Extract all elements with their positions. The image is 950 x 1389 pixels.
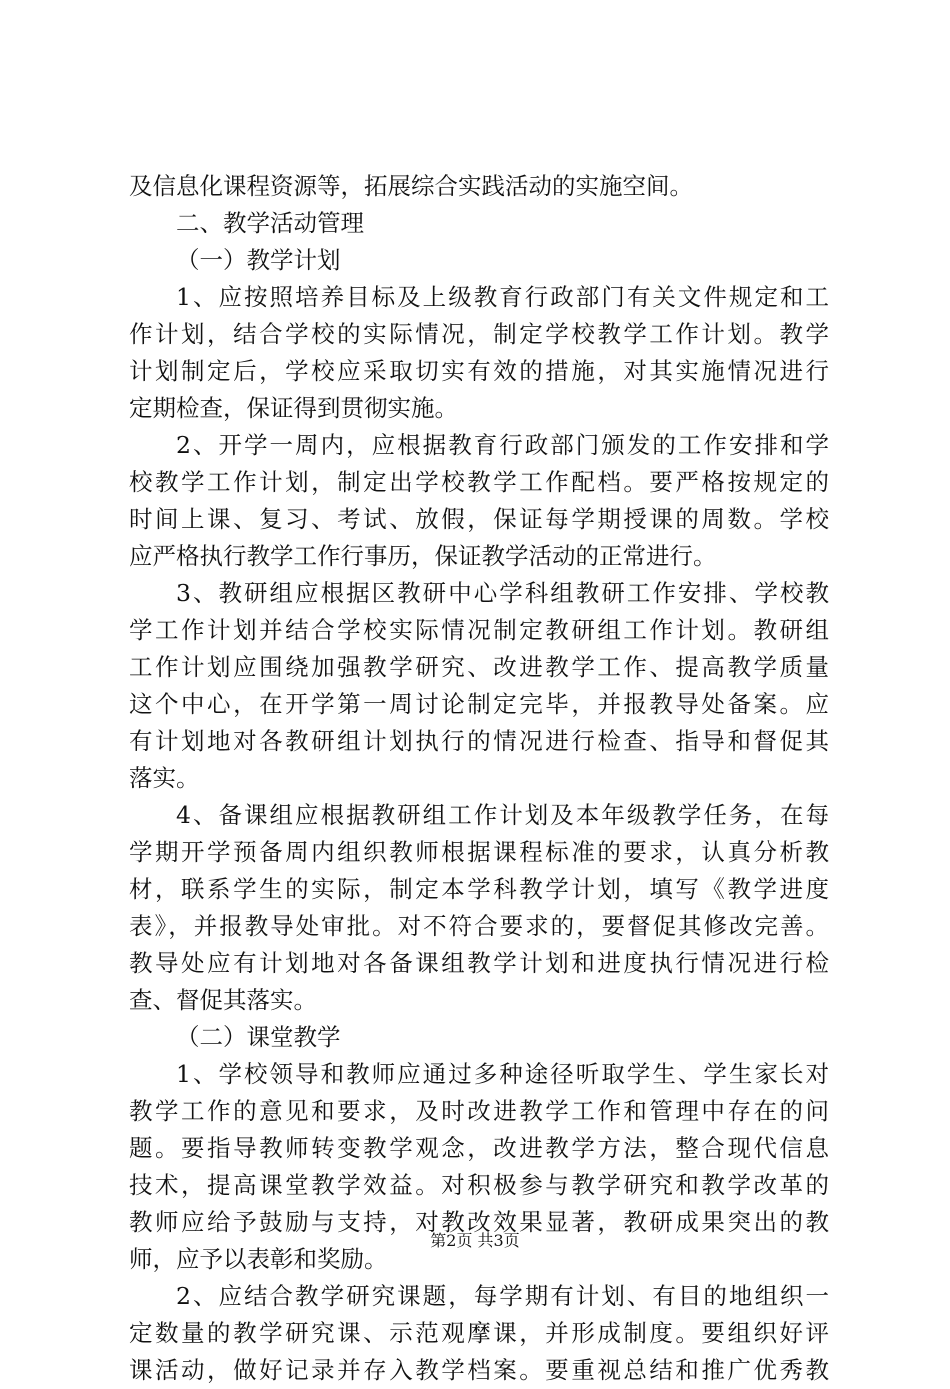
text-line: 时间上课、复习、考试、放假，保证每学期授课的周数。学校: [129, 505, 829, 533]
text-line: 作计划，结合学校的实际情况，制定学校教学工作计划。教学: [129, 320, 829, 348]
text-line: 教师应给予鼓励与支持，对教改效果显著，教研成果突出的教: [129, 1208, 829, 1236]
text-line: 工作计划应围绕加强教学研究、改进教学工作、提高教学质量: [129, 653, 829, 681]
text-line: 2、开学一周内，应根据教育行政部门颁发的工作安排和学: [176, 431, 829, 459]
text-line: 定期检查，保证得到贯彻实施。: [129, 394, 458, 422]
page-footer: [0, 1231, 950, 1251]
text-line: 校教学工作计划，制定出学校教学工作配档。要严格按规定的: [129, 468, 829, 496]
text-line: （二）课堂教学: [176, 1023, 341, 1051]
text-line: 这个中心，在开学第一周讨论制定完毕，并报教导处备案。应: [129, 690, 829, 718]
page-number-label: 第2页 共3页: [430, 1231, 520, 1250]
text-line: 应严格执行教学工作行事历，保证教学活动的正常进行。: [129, 542, 717, 570]
text-line: 教导处应有计划地对各备课组教学计划和进度执行情况进行检: [129, 949, 829, 977]
text-line: 表》，并报教导处审批。对不符合要求的，要督促其修改完善。: [129, 912, 829, 940]
text-line: 落实。: [129, 764, 200, 792]
text-line: 题。要指导教师转变教学观念，改进教学方法，整合现代信息: [129, 1134, 829, 1162]
text-line: （一）教学计划: [176, 246, 341, 274]
text-line: 查、督促其落实。: [129, 986, 317, 1014]
text-line: 2、应结合教学研究课题，每学期有计划、有目的地组织一: [176, 1282, 829, 1310]
text-line: 学工作计划并结合学校实际情况制定教研组工作计划。教研组: [129, 616, 829, 644]
text-line: 定数量的教学研究课、示范观摩课，并形成制度。要组织好评: [129, 1319, 829, 1347]
text-line: 4、备课组应根据教研组工作计划及本年级教学任务，在每: [176, 801, 829, 829]
text-line: 1、学校领导和教师应通过多种途径听取学生、学生家长对: [176, 1060, 829, 1088]
text-line: 二、教学活动管理: [176, 209, 364, 237]
text-line: 技术，提高课堂教学效益。对积极参与教学研究和教学改革的: [129, 1171, 829, 1199]
text-line: 3、教研组应根据区教研中心学科组教研工作安排、学校教: [176, 579, 829, 607]
document-body: [129, 168, 829, 1389]
text-line: 课活动，做好记录并存入教学档案。要重视总结和推广优秀教: [129, 1356, 829, 1384]
text-line: 1、应按照培养目标及上级教育行政部门有关文件规定和工: [176, 283, 829, 311]
text-line: 及信息化课程资源等，拓展综合实践活动的实施空间。: [129, 172, 693, 200]
text-line: 教学工作的意见和要求，及时改进教学工作和管理中存在的问: [129, 1097, 829, 1125]
text-line: 计划制定后，学校应采取切实有效的措施，对其实施情况进行: [129, 357, 829, 385]
text-line: 有计划地对各教研组计划执行的情况进行检查、指导和督促其: [129, 727, 829, 755]
text-line: 师，应予以表彰和奖励。: [129, 1245, 388, 1273]
text-line: 材，联系学生的实际，制定本学科教学计划，填写《教学进度: [129, 875, 829, 903]
text-line: 学期开学预备周内组织教师根据课程标准的要求，认真分析教: [129, 838, 829, 866]
